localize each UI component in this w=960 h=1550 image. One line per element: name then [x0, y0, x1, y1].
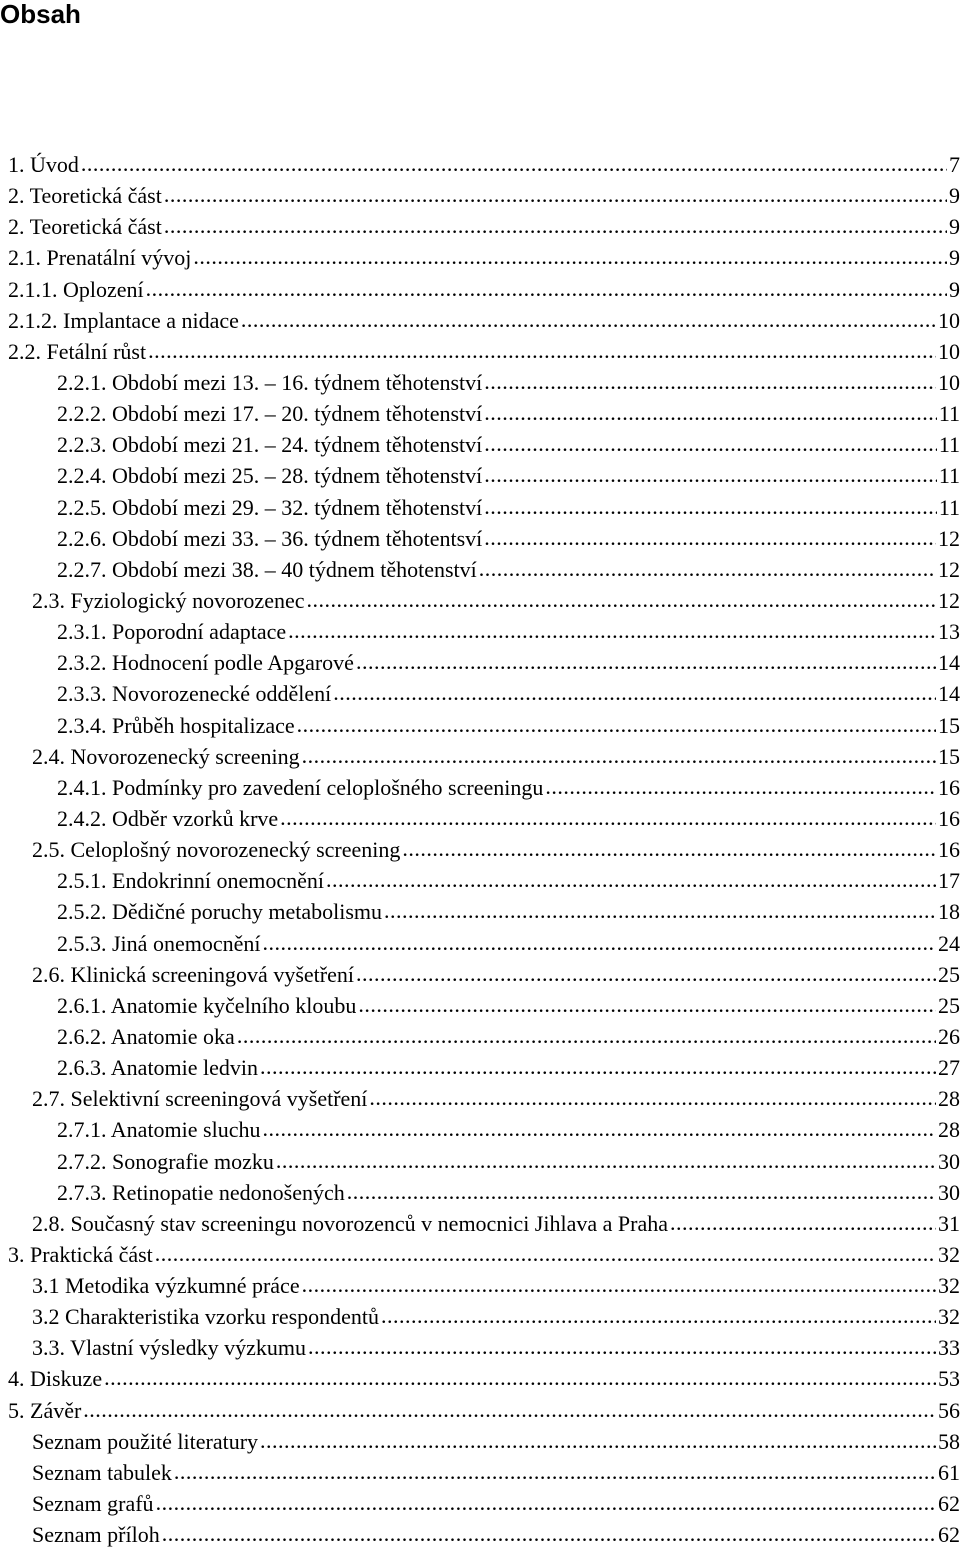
toc-entry-title: 2.1. Prenatální vývoj — [8, 245, 192, 271]
toc-dot-leader — [307, 584, 937, 615]
toc-dot-leader — [155, 1238, 936, 1269]
toc-entry-title: 3.3. Vlastní výsledky výzkumu — [32, 1335, 306, 1361]
toc-entry-page-number: 9 — [949, 276, 960, 302]
toc-entry-page-number: 25 — [938, 992, 960, 1018]
toc-entry-page-number: 18 — [938, 899, 960, 925]
toc-entry-title: 4. Diskuze — [8, 1366, 103, 1392]
toc-entry-page-number: 62 — [938, 1491, 960, 1517]
toc-dot-leader — [288, 615, 936, 646]
toc-entry-page-number: 31 — [938, 1210, 960, 1236]
toc-entry-page-number: 14 — [938, 650, 960, 676]
toc-entry-page-number: 62 — [938, 1522, 960, 1548]
toc-entry[interactable] — [0, 959, 960, 990]
toc-entry[interactable] — [0, 1488, 960, 1519]
toc-dot-leader — [484, 459, 937, 490]
toc-entry-title: 2.2.4. Období mezi 25. – 28. týdnem těhotenství — [57, 463, 483, 489]
toc-dot-leader — [276, 1145, 936, 1176]
page-title: Obsah — [0, 0, 81, 29]
toc-dot-leader — [241, 304, 936, 335]
toc-entry-page-number: 13 — [938, 619, 960, 645]
toc-entry[interactable] — [0, 149, 960, 180]
toc-entry-page-number: 9 — [949, 245, 960, 271]
toc-entry-title: 2.5.3. Jiná onemocnění — [57, 930, 261, 956]
toc-entry[interactable] — [0, 460, 960, 491]
toc-dot-leader — [484, 397, 937, 428]
toc-entry-title: 2.4. Novorozenecký screening — [32, 743, 300, 769]
toc-entry-page-number: 15 — [938, 712, 960, 738]
toc-entry-page-number: 58 — [938, 1428, 960, 1454]
toc-entry[interactable] — [0, 211, 960, 242]
toc-entry-title: 2. Teoretická část — [8, 183, 162, 209]
toc-dot-leader — [670, 1207, 936, 1238]
toc-entry-title: 5. Závěr — [8, 1397, 82, 1423]
toc-dot-leader — [484, 522, 936, 553]
toc-entry-title: 2.4.1. Podmínky pro zavedení celoplošného screeningu — [57, 774, 544, 800]
toc-entry-page-number: 27 — [938, 1055, 960, 1081]
toc-entry-title: 2.8. Současný stav screeningu novorozenců v nemocnici Jihlava a Praha — [32, 1210, 668, 1236]
toc-entry[interactable] — [0, 1332, 960, 1363]
toc-entry-title: 2.3.1. Poporodní adaptace — [57, 619, 287, 645]
toc-dot-leader — [545, 771, 936, 802]
toc-entry-title: 2.7.2. Sonografie mozku — [57, 1148, 274, 1174]
toc-dot-leader — [260, 1051, 936, 1082]
toc-entry-page-number: 26 — [938, 1023, 960, 1049]
toc-dot-leader — [358, 989, 936, 1020]
toc-entry-page-number: 30 — [938, 1148, 960, 1174]
toc-entry-page-number: 11 — [938, 463, 960, 489]
toc-entry-title: 3. Praktická část — [8, 1241, 153, 1267]
toc-entry[interactable] — [0, 1083, 960, 1114]
toc-entry-page-number: 17 — [938, 868, 960, 894]
toc-entry[interactable] — [0, 585, 960, 616]
toc-entry-title: 1. Úvod — [8, 152, 79, 177]
toc-entry[interactable] — [0, 1021, 960, 1052]
toc-entry-title: Seznam tabulek — [32, 1459, 172, 1485]
toc-entry-page-number: 24 — [938, 930, 960, 956]
toc-entry[interactable] — [0, 1052, 960, 1083]
toc-entry[interactable] — [0, 1239, 960, 1270]
toc-entry[interactable] — [0, 305, 960, 336]
toc-entry-title: 2.5.2. Dědičné poruchy metabolismu — [57, 899, 383, 925]
toc-entry[interactable] — [0, 274, 960, 305]
toc-entry-title: 2.3. Fyziologický novorozenec — [32, 587, 305, 613]
toc-dot-leader — [164, 210, 947, 241]
toc-dot-leader — [356, 958, 936, 989]
toc-entry-title: 2.2.2. Období mezi 17. – 20. týdnem těhotenství — [57, 401, 483, 427]
toc-entry[interactable] — [0, 1208, 960, 1239]
toc-entry-page-number: 12 — [938, 525, 960, 551]
toc-dot-leader — [356, 646, 936, 677]
toc-dot-leader — [262, 1113, 936, 1144]
toc-entry-title: 3.1 Metodika výzkumné práce — [32, 1273, 300, 1299]
toc-entry-title: 2.2. Fetální růst — [8, 338, 147, 364]
toc-dot-leader — [402, 833, 936, 864]
toc-entry-title: 2.3.3. Novorozenecké oddělení — [57, 681, 332, 707]
toc-entry-page-number: 32 — [938, 1304, 960, 1330]
toc-entry[interactable] — [0, 896, 960, 927]
toc-entry-title: 2.2.6. Období mezi 33. – 36. týdnem těhotentsví — [57, 525, 483, 551]
toc-dot-leader — [156, 1487, 936, 1518]
toc-entry-page-number: 12 — [938, 587, 960, 613]
toc-entry[interactable] — [0, 554, 960, 585]
toc-entry-page-number: 16 — [938, 805, 960, 831]
toc-dot-leader — [297, 709, 936, 740]
toc-dot-leader — [81, 148, 947, 179]
toc-dot-leader — [333, 677, 936, 708]
toc-entry[interactable] — [0, 865, 960, 896]
toc-dot-leader — [347, 1176, 936, 1207]
toc-entry[interactable] — [0, 398, 960, 429]
toc-entry-page-number: 10 — [938, 369, 960, 395]
toc-dot-leader — [162, 1518, 936, 1549]
toc-entry-page-number: 25 — [938, 961, 960, 987]
toc-entry-page-number: 56 — [938, 1397, 960, 1423]
toc-entry-title: 2.7.1. Anatomie sluchu — [57, 1117, 261, 1143]
toc-entry[interactable] — [0, 1363, 960, 1394]
toc-entry-page-number: 32 — [938, 1273, 960, 1299]
toc-entry[interactable] — [0, 710, 960, 741]
toc-entry-page-number: 11 — [938, 494, 960, 520]
toc-dot-leader — [308, 1331, 936, 1362]
toc-entry-title: Seznam příloh — [32, 1522, 160, 1548]
toc-entry-title: 2.2.3. Období mezi 21. – 24. týdnem těhotenství — [57, 432, 483, 458]
toc-entry-page-number: 30 — [938, 1179, 960, 1205]
toc-entry-page-number: 9 — [949, 214, 960, 240]
toc-entry-title: 3.2 Charakteristika vzorku respondentů — [32, 1304, 380, 1330]
toc-entry-page-number: 32 — [938, 1241, 960, 1267]
toc-entry[interactable] — [0, 1146, 960, 1177]
toc-entry[interactable] — [0, 1395, 960, 1426]
toc-entry-page-number: 10 — [938, 307, 960, 333]
toc-dot-leader — [262, 927, 936, 958]
toc-entry-page-number: 11 — [938, 432, 960, 458]
table-of-contents — [0, 149, 960, 1550]
toc-entry-title: 2.1.1. Oplození — [8, 276, 144, 302]
toc-entry-page-number: 16 — [938, 837, 960, 863]
toc-entry[interactable] — [0, 336, 960, 367]
toc-entry-page-number: 28 — [938, 1117, 960, 1143]
toc-dot-leader — [302, 1269, 936, 1300]
toc-entry[interactable] — [0, 616, 960, 647]
toc-entry-title: 2.1.2. Implantace a nidace — [8, 307, 239, 333]
toc-entry-title: 2.5. Celoplošný novorozenecký screening — [32, 837, 401, 863]
toc-entry[interactable] — [0, 928, 960, 959]
toc-entry-title: 2.2.7. Období mezi 38. – 40 týdnem těhotenství — [57, 556, 477, 582]
toc-entry-title: Seznam grafů — [32, 1491, 154, 1517]
toc-entry-title: 2. Teoretická část — [8, 214, 162, 240]
toc-entry[interactable] — [0, 772, 960, 803]
toc-entry-page-number: 7 — [949, 152, 960, 177]
toc-dot-leader — [104, 1362, 936, 1393]
toc-dot-leader — [384, 895, 936, 926]
toc-entry-page-number: 10 — [938, 338, 960, 364]
toc-entry-title: 2.2.5. Období mezi 29. – 32. týdnem těhotenství — [57, 494, 483, 520]
toc-entry-title: 2.6.1. Anatomie kyčelního kloubu — [57, 992, 357, 1018]
toc-entry-page-number: 15 — [938, 743, 960, 769]
toc-entry[interactable] — [0, 647, 960, 678]
toc-entry-page-number: 53 — [938, 1366, 960, 1392]
toc-dot-leader — [369, 1082, 936, 1113]
toc-entry[interactable] — [0, 180, 960, 211]
toc-dot-leader — [484, 428, 937, 459]
toc-dot-leader — [148, 335, 936, 366]
toc-dot-leader — [280, 802, 936, 833]
toc-entry-page-number: 9 — [949, 183, 960, 209]
toc-dot-leader — [193, 241, 947, 272]
toc-entry-page-number: 12 — [938, 556, 960, 582]
toc-entry[interactable] — [0, 1519, 960, 1550]
toc-entry[interactable] — [0, 242, 960, 273]
toc-entry[interactable] — [0, 990, 960, 1021]
toc-entry[interactable] — [0, 803, 960, 834]
toc-dot-leader — [479, 553, 936, 584]
toc-dot-leader — [146, 273, 947, 304]
toc-dot-leader — [164, 179, 947, 210]
toc-entry[interactable] — [0, 1426, 960, 1457]
toc-dot-leader — [484, 366, 936, 397]
toc-entry-title: 2.4.2. Odběr vzorků krve — [57, 805, 279, 831]
toc-dot-leader — [381, 1300, 936, 1331]
toc-entry-page-number: 61 — [938, 1459, 960, 1485]
toc-entry-page-number: 33 — [938, 1335, 960, 1361]
toc-entry[interactable] — [0, 492, 960, 523]
toc-dot-leader — [484, 491, 937, 522]
toc-entry[interactable] — [0, 1457, 960, 1488]
toc-entry-page-number: 16 — [938, 774, 960, 800]
toc-entry-title: 2.7.3. Retinopatie nedonošených — [57, 1179, 345, 1205]
toc-entry[interactable] — [0, 1270, 960, 1301]
toc-dot-leader — [174, 1456, 936, 1487]
toc-entry[interactable] — [0, 678, 960, 709]
toc-dot-leader — [83, 1394, 936, 1425]
toc-entry[interactable] — [0, 834, 960, 865]
toc-entry-title: Seznam použité literatury — [32, 1428, 259, 1454]
toc-entry-title: 2.6. Klinická screeningová vyšetření — [32, 961, 354, 987]
toc-entry[interactable] — [0, 429, 960, 460]
toc-dot-leader — [237, 1020, 936, 1051]
toc-entry[interactable] — [0, 1114, 960, 1145]
toc-entry-title: 2.6.3. Anatomie ledvin — [57, 1055, 259, 1081]
toc-entry[interactable] — [0, 367, 960, 398]
toc-entry-title: 2.2.1. Období mezi 13. – 16. týdnem těhotenství — [57, 369, 483, 395]
toc-dot-leader — [260, 1425, 936, 1456]
toc-entry-page-number: 11 — [938, 401, 960, 427]
toc-dot-leader — [326, 864, 936, 895]
toc-entry[interactable] — [0, 741, 960, 772]
toc-entry[interactable] — [0, 523, 960, 554]
toc-entry-page-number: 28 — [938, 1086, 960, 1112]
toc-entry[interactable] — [0, 1177, 960, 1208]
toc-entry-title: 2.7. Selektivní screeningová vyšetření — [32, 1086, 368, 1112]
toc-entry-title: 2.6.2. Anatomie oka — [57, 1023, 235, 1049]
toc-dot-leader — [302, 740, 936, 771]
toc-entry[interactable] — [0, 1301, 960, 1332]
toc-entry-page-number: 14 — [938, 681, 960, 707]
toc-entry-title: 2.3.4. Průběh hospitalizace — [57, 712, 295, 738]
toc-entry-title: 2.3.2. Hodnocení podle Apgarové — [57, 650, 354, 676]
toc-entry-title: 2.5.1. Endokrinní onemocnění — [57, 868, 325, 894]
